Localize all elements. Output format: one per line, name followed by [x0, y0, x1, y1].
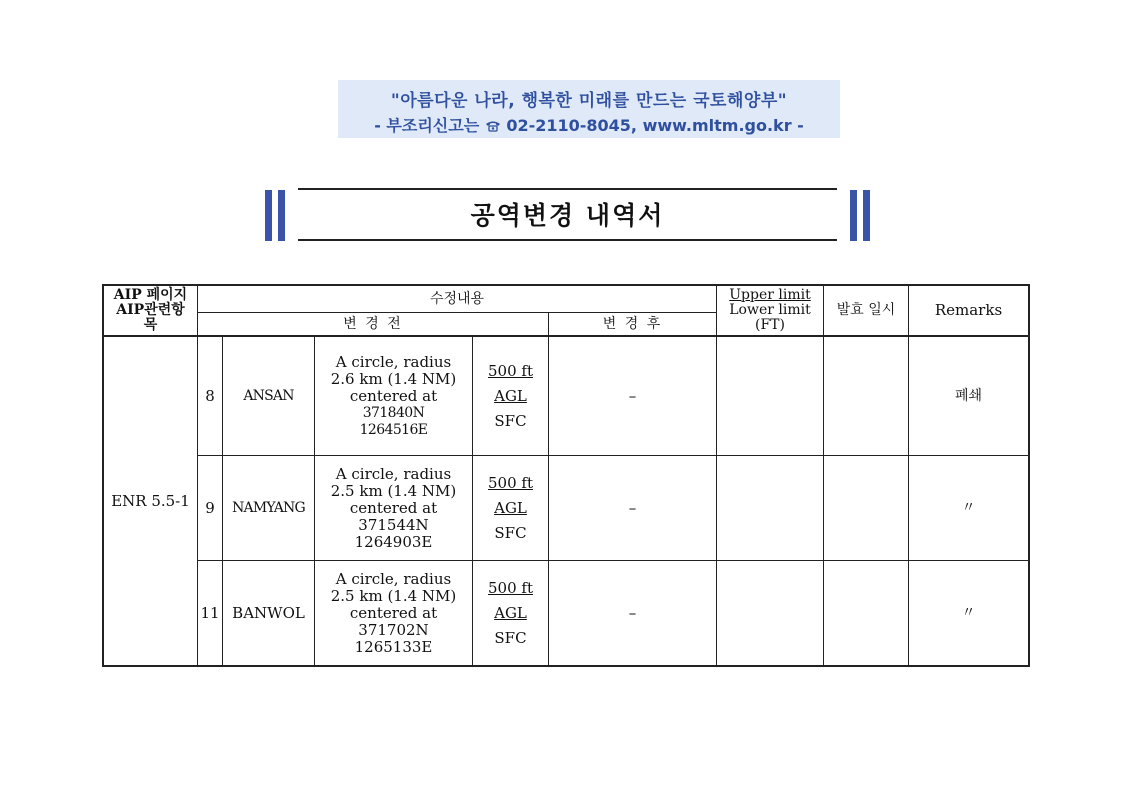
header-aip-page — [104, 286, 197, 335]
col-line-upper — [823, 284, 824, 667]
report-contact: 02-2110-8045, www.mltm.go.kr - — [506, 116, 804, 135]
desc-line: A circle, radius — [335, 352, 452, 371]
report-line — [338, 113, 840, 136]
desc-line: 371840N — [362, 404, 425, 421]
header-remarks: Remarks — [934, 301, 1003, 319]
page-reference: ENR 5.5-1 — [111, 491, 190, 510]
header-issue-date: 발효 일시 — [836, 302, 896, 318]
lower-limit: SFC — [494, 523, 527, 542]
agl-label: AGL — [494, 386, 527, 405]
header-aip-page-line1: AIP 페이지 — [113, 287, 188, 303]
area-name: BANWOL — [232, 603, 305, 622]
header-limits — [717, 286, 823, 335]
area-description — [315, 561, 472, 665]
slogan-banner — [338, 80, 840, 138]
desc-line: 1265133E — [354, 637, 433, 656]
desc-line: 371544N — [358, 515, 429, 534]
upper-limit: 500 ft — [488, 473, 533, 492]
area-name: NAMYANG — [232, 499, 305, 516]
lower-limit: SFC — [494, 628, 527, 647]
after-change: – — [628, 603, 637, 622]
report-prefix: - 부조리신고는 — [374, 116, 480, 135]
desc-line: 2.6 km (1.4 NM) — [330, 369, 457, 388]
table-border-bottom — [102, 665, 1030, 667]
desc-line: A circle, radius — [335, 464, 452, 483]
phone-icon — [485, 116, 507, 135]
upper-limit: 500 ft — [488, 361, 533, 380]
area-name: ANSAN — [243, 387, 294, 404]
agl-label: AGL — [494, 498, 527, 517]
desc-line: 1264903E — [354, 532, 433, 551]
desc-line: centered at — [349, 498, 438, 517]
header-upper-limit: Upper limit — [729, 287, 811, 303]
title-top-rule — [298, 188, 837, 190]
table-border-right — [1028, 284, 1030, 667]
header-modification: 수정내용 — [429, 290, 485, 307]
desc-line: 2.5 km (1.4 NM) — [330, 586, 457, 605]
airspace-change-table — [102, 284, 1030, 667]
header-aip-page-line3: 목 — [143, 317, 158, 333]
desc-line: centered at — [349, 603, 438, 622]
upper-limit: 500 ft — [488, 578, 533, 597]
after-change: – — [628, 498, 637, 517]
altitude-limits — [473, 337, 548, 455]
document-title-block — [265, 186, 870, 242]
header-aip-page-line2: AIP관련항 — [116, 302, 185, 318]
row-number: 11 — [200, 603, 220, 622]
row-number: 8 — [205, 386, 215, 405]
area-description — [315, 337, 472, 455]
header-before: 변 경 전 — [343, 315, 403, 332]
desc-line: centered at — [349, 386, 438, 405]
page-title: 공역변경 내역서 — [470, 201, 665, 230]
header-lower-limit: Lower limit — [729, 302, 811, 318]
area-description — [315, 456, 472, 560]
desc-line: 371702N — [358, 620, 429, 639]
after-change: – — [628, 386, 637, 405]
remarks: 〃 — [961, 604, 976, 621]
altitude-limits — [473, 456, 548, 560]
remarks: 〃 — [961, 499, 976, 516]
agl-label: AGL — [494, 603, 527, 622]
col-line-after — [716, 284, 717, 667]
desc-line: 1264516E — [359, 421, 428, 438]
desc-line: 2.5 km (1.4 NM) — [330, 481, 457, 500]
row-number: 9 — [205, 498, 215, 517]
lower-limit: SFC — [494, 411, 527, 430]
altitude-limits — [473, 561, 548, 665]
desc-line: A circle, radius — [335, 569, 452, 588]
slogan-text: "아름다운 나라, 행복한 미래를 만드는 국토해양부" — [390, 91, 788, 111]
header-after: 변 경 후 — [602, 315, 663, 332]
header-ft: (FT) — [755, 317, 785, 333]
remarks: 폐쇄 — [954, 387, 983, 404]
title-bottom-rule — [298, 239, 837, 241]
